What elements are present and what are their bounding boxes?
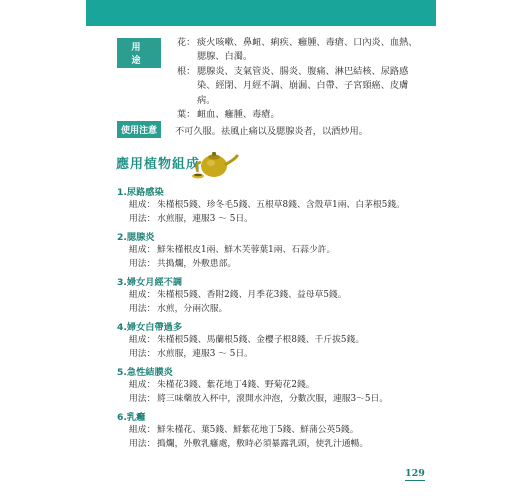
line-label: 用法： xyxy=(129,258,156,269)
line-label: 組成： xyxy=(129,335,156,345)
line-text: 水煎服，連服3 ～ 5日。 xyxy=(157,213,253,224)
usage-lines xyxy=(177,36,419,122)
line-label: 組成： xyxy=(129,200,156,210)
prescription-list xyxy=(117,186,417,456)
line-text: 鮮朱槿根皮1兩、鮮木芙蓉葉1兩、石蒜少許。 xyxy=(157,245,336,255)
item-title: 2.腮腺炎 xyxy=(117,232,155,243)
page-number: 129 xyxy=(405,468,425,479)
item-composition xyxy=(117,244,417,258)
usage-key: 葉： xyxy=(177,109,196,121)
list-item xyxy=(117,186,417,226)
line-text: 朱槿根5錢、馬蘭根5錢、金櫻子根8錢、千斤拔5錢。 xyxy=(157,335,365,345)
line-label: 用法： xyxy=(129,393,156,404)
line-label: 組成： xyxy=(129,245,156,255)
item-composition xyxy=(117,199,417,213)
caution-section xyxy=(117,121,368,138)
section-title: 應用植物組成 xyxy=(116,157,201,172)
item-title: 5.急性結膜炎 xyxy=(117,367,173,378)
item-composition xyxy=(117,334,417,348)
item-usage xyxy=(117,348,417,362)
item-composition xyxy=(117,289,417,303)
caution-tag: 使用注意 xyxy=(117,121,161,138)
list-item xyxy=(117,411,417,451)
line-label: 組成： xyxy=(129,290,156,300)
usage-text: 衄血、癰腫、毒瘡。 xyxy=(197,109,280,121)
line-text: 水煎，分兩次服。 xyxy=(157,303,228,314)
item-usage xyxy=(117,393,417,407)
item-usage xyxy=(117,303,417,317)
item-composition xyxy=(117,424,417,438)
item-title: 1.尿路感染 xyxy=(117,187,164,198)
line-label: 用法： xyxy=(129,303,156,314)
header-band xyxy=(86,0,436,26)
item-composition xyxy=(117,379,417,393)
teapot-icon xyxy=(190,146,240,180)
line-text: 鮮朱槿花、葉5錢、鮮紫花地丁5錢、鮮蒲公英5錢。 xyxy=(157,425,359,435)
usage-row-flower xyxy=(177,36,419,65)
usage-text: 痰火咳嗽、鼻衄、痢疾、癰腫、毒瘡、口內炎、血熱、腮腺、白濁。 xyxy=(197,37,418,63)
item-usage xyxy=(117,438,417,452)
usage-tag: 用 途 xyxy=(117,38,161,68)
line-label: 用法： xyxy=(129,213,156,224)
list-item xyxy=(117,231,417,271)
usage-row-root xyxy=(177,65,419,108)
line-text: 將三味藥放入杯中，滾開水沖泡，分數次服，連服3～5日。 xyxy=(157,393,389,404)
line-label: 組成： xyxy=(129,425,156,435)
line-text: 朱槿根5錢、香附2錢、月季花3錢、益母草5錢。 xyxy=(157,290,347,300)
line-label: 用法： xyxy=(129,348,156,359)
usage-key: 花： xyxy=(177,37,196,48)
line-label: 用法： xyxy=(129,438,156,449)
line-text: 搗爛，外敷乳癰處，敷時必須暴露乳頭，使乳汁通暢。 xyxy=(157,438,369,449)
item-usage xyxy=(117,258,417,272)
list-item xyxy=(117,366,417,406)
usage-text: 腮腺炎、支氣管炎、腸炎、腹痛、淋巴結核、尿路感染、經閉、月經不調、崩漏、白帶、子宮頸癌、皮膚病。 xyxy=(197,65,409,106)
item-title: 6.乳癰 xyxy=(117,412,146,423)
caution-text: 不可久服。祛風止痛以及腮腺炎者，以酒炒用。 xyxy=(175,125,368,137)
usage-key: 根： xyxy=(177,65,196,77)
line-text: 朱槿花3錢、紫花地丁4錢、野菊花2錢。 xyxy=(157,380,315,390)
item-usage xyxy=(117,213,417,227)
item-title: 3.婦女月經不調 xyxy=(117,277,183,288)
item-title: 4.婦女白帶過多 xyxy=(117,322,183,333)
line-text: 朱槿根5錢、珍冬毛5錢、五根草8錢、含殼草1兩、白茅根5錢。 xyxy=(157,200,405,210)
list-item xyxy=(117,276,417,316)
list-item xyxy=(117,321,417,361)
line-text: 共搗爛，外敷患部。 xyxy=(157,258,237,269)
line-text: 水煎服，連服3 ～ 5日。 xyxy=(157,348,253,359)
line-label: 組成： xyxy=(129,380,156,390)
